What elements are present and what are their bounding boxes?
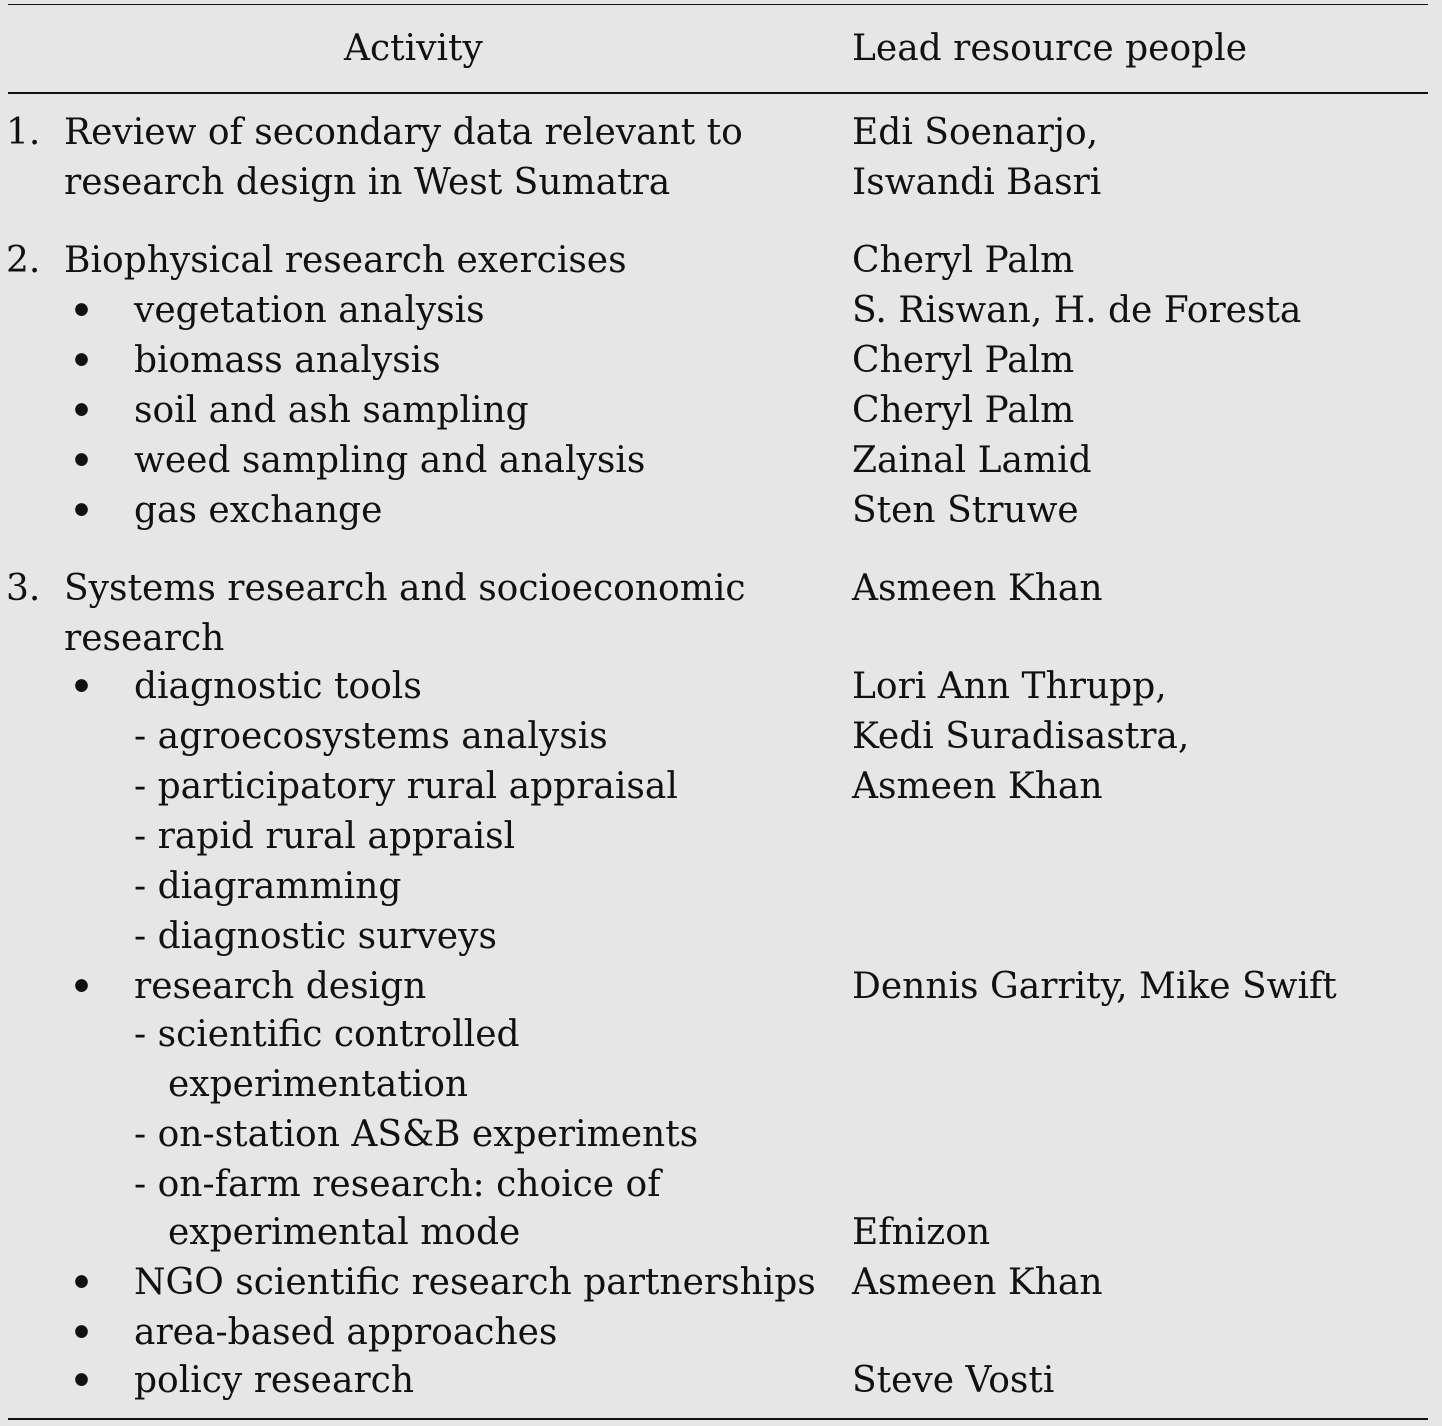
activity-cell: biomass analysis bbox=[134, 340, 441, 381]
lead-cell: Edi Soenarjo, bbox=[852, 112, 1099, 153]
lead-cell: Efnizon bbox=[852, 1212, 991, 1253]
table-row bbox=[0, 158, 1442, 208]
lead-cell: Steve Vosti bbox=[852, 1360, 1055, 1401]
bullet-icon: • bbox=[70, 390, 94, 432]
table-row bbox=[0, 564, 1442, 614]
activity-cell: gas exchange bbox=[134, 490, 383, 531]
header-rule bbox=[8, 92, 1428, 94]
lead-cell: Sten Struwe bbox=[852, 490, 1079, 531]
activity-cell: policy research bbox=[134, 1360, 415, 1401]
table-row bbox=[0, 712, 1442, 762]
activity-cell: weed sampling and analysis bbox=[134, 440, 646, 481]
table-top-rule bbox=[8, 4, 1428, 5]
activity-cell: - agroecosystems analysis bbox=[134, 716, 608, 757]
table-row bbox=[0, 336, 1442, 386]
lead-cell: Asmeen Khan bbox=[852, 1262, 1103, 1303]
table-row bbox=[0, 436, 1442, 486]
table-row bbox=[0, 812, 1442, 862]
table-row bbox=[0, 1208, 1442, 1258]
table-row bbox=[0, 236, 1442, 286]
table-row bbox=[0, 1258, 1442, 1308]
activity-cell: vegetation analysis bbox=[134, 290, 485, 331]
bullet-icon: • bbox=[70, 490, 94, 532]
bullet-icon: • bbox=[70, 1360, 94, 1402]
table-row bbox=[0, 1356, 1442, 1406]
bullet-icon: • bbox=[70, 1262, 94, 1304]
activity-cell: - diagramming bbox=[134, 866, 402, 907]
item-number: 1. bbox=[6, 112, 41, 153]
table-row bbox=[0, 1308, 1442, 1358]
bullet-icon: • bbox=[70, 340, 94, 382]
table-row bbox=[0, 912, 1442, 962]
table-row bbox=[0, 386, 1442, 436]
table-row bbox=[0, 762, 1442, 812]
item-number: 3. bbox=[6, 568, 41, 609]
activity-cell: - diagnostic surveys bbox=[134, 916, 497, 957]
column-header-lead-resource-people: Lead resource people bbox=[852, 28, 1248, 69]
column-header-activity: Activity bbox=[344, 28, 483, 69]
bullet-icon: • bbox=[70, 1312, 94, 1354]
lead-cell: S. Riswan, H. de Foresta bbox=[852, 290, 1302, 331]
lead-cell: Lori Ann Thrupp, bbox=[852, 666, 1167, 707]
activity-cell: Biophysical research exercises bbox=[64, 240, 627, 281]
table-row bbox=[0, 662, 1442, 712]
lead-cell: Kedi Suradisastra, bbox=[852, 716, 1190, 757]
table-row bbox=[0, 108, 1442, 158]
table-row bbox=[0, 1010, 1442, 1060]
table-row bbox=[0, 962, 1442, 1012]
activity-cell: Review of secondary data relevant to bbox=[64, 112, 743, 153]
lead-cell: Asmeen Khan bbox=[852, 568, 1103, 609]
bullet-icon: • bbox=[70, 290, 94, 332]
lead-cell: Cheryl Palm bbox=[852, 240, 1075, 281]
activity-cell: soil and ash sampling bbox=[134, 390, 529, 431]
activity-cell: research bbox=[64, 618, 225, 659]
activity-cell: experimentation bbox=[168, 1064, 469, 1105]
table-row bbox=[0, 486, 1442, 536]
bullet-icon: • bbox=[70, 966, 94, 1008]
activity-cell: - on-station AS&B experiments bbox=[134, 1114, 699, 1155]
table-row bbox=[0, 1060, 1442, 1110]
activity-cell: - participatory rural appraisal bbox=[134, 766, 678, 807]
lead-cell: Iswandi Basri bbox=[852, 162, 1102, 203]
lead-cell: Zainal Lamid bbox=[852, 440, 1092, 481]
bullet-icon: • bbox=[70, 440, 94, 482]
activity-cell: - rapid rural appraisl bbox=[134, 816, 516, 857]
activity-cell: research design in West Sumatra bbox=[64, 162, 671, 203]
lead-cell: Cheryl Palm bbox=[852, 390, 1075, 431]
lead-cell: Asmeen Khan bbox=[852, 766, 1103, 807]
table-row bbox=[0, 1110, 1442, 1160]
bullet-icon: • bbox=[70, 666, 94, 708]
table-row bbox=[0, 1160, 1442, 1210]
activity-cell: - scientific controlled bbox=[134, 1014, 520, 1055]
table-row bbox=[0, 862, 1442, 912]
activity-cell: diagnostic tools bbox=[134, 666, 422, 707]
activity-cell: - on-farm research: choice of bbox=[134, 1164, 661, 1205]
table-row bbox=[0, 286, 1442, 336]
lead-cell: Cheryl Palm bbox=[852, 340, 1075, 381]
lead-cell: Dennis Garrity, Mike Swift bbox=[852, 966, 1337, 1007]
activity-cell: Systems research and socioeconomic bbox=[64, 568, 746, 609]
table-bottom-rule bbox=[8, 1418, 1428, 1420]
item-number: 2. bbox=[6, 240, 41, 281]
table-row bbox=[0, 614, 1442, 664]
activity-cell: NGO scientific research partnerships bbox=[134, 1262, 816, 1303]
activity-cell: research design bbox=[134, 966, 427, 1007]
activity-cell: area-based approaches bbox=[134, 1312, 558, 1353]
activity-cell: experimental mode bbox=[168, 1212, 521, 1253]
